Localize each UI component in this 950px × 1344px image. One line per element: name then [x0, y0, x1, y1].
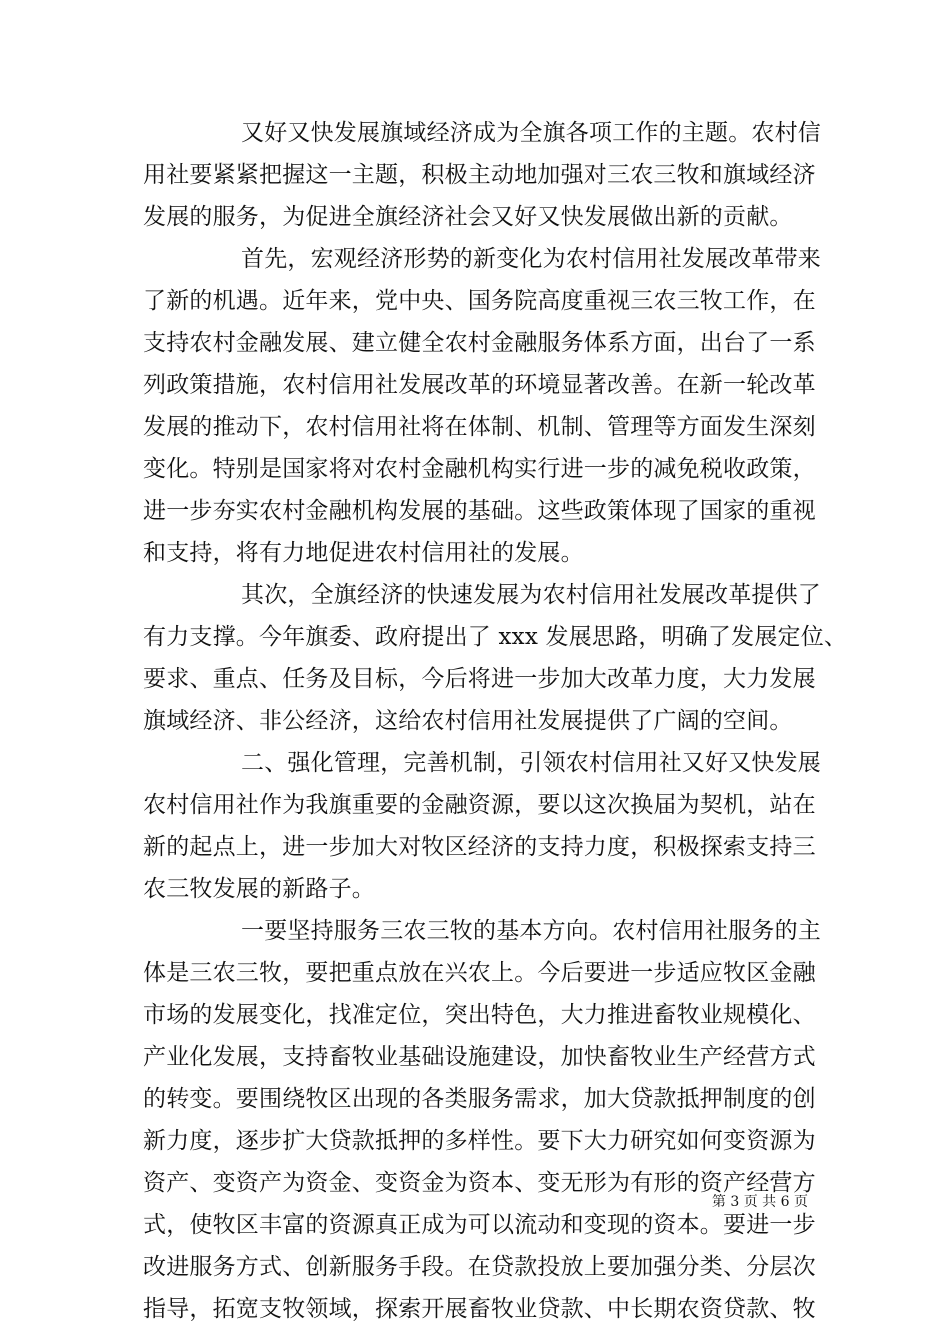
text-line: 体是三农三牧，要把重点放在兴农上。今后要进一步适应牧区金融: [143, 960, 816, 986]
text-line: 新的起点上，进一步加大对牧区经济的支持力度，积极探索支持三: [143, 834, 816, 860]
text-line: 和支持，将有力地促进农村信用社的发展。: [143, 540, 584, 566]
text-line: 农三牧发展的新路子。: [143, 876, 375, 902]
text-line: 了新的机遇。近年来，党中央、国务院高度重视三农三牧工作，在: [143, 288, 816, 314]
text-line: 有力支撑。今年旗委、政府提出了 xxx 发展思路，明确了发展定位、: [143, 624, 848, 650]
text-line: 发展的推动下，农村信用社将在体制、机制、管理等方面发生深刻: [143, 414, 816, 440]
text-line: 要求、重点、任务及目标，今后将进一步加大改革力度，大力发展: [143, 666, 816, 692]
text-line: 指导，拓宽支牧领域，探索开展畜牧业贷款、中长期农资贷款、牧: [143, 1296, 816, 1322]
text-line: 其次，全旗经济的快速发展为农村信用社发展改革提供了: [241, 582, 821, 608]
text-line: 支持农村金融发展、建立健全农村金融服务体系方面，出台了一系: [143, 330, 816, 356]
text-line: 进一步夯实农村金融机构发展的基础。这些政策体现了国家的重视: [143, 498, 816, 524]
text-line: 变化。特别是国家将对农村金融机构实行进一步的减免税收政策，: [143, 456, 816, 482]
text-line: 的转变。要围绕牧区出现的各类服务需求，加大贷款抵押制度的创: [143, 1086, 816, 1112]
text-line: 用社要紧紧把握这一主题，积极主动地加强对三农三牧和旗域经济: [143, 162, 816, 188]
text-line: 式，使牧区丰富的资源真正成为可以流动和变现的资本。要进一步: [143, 1212, 816, 1238]
text-line: 新力度，逐步扩大贷款抵押的多样性。要下大力研究如何变资源为: [143, 1128, 816, 1154]
text-line: 旗域经济、非公经济，这给农村信用社发展提供了广阔的空间。: [143, 708, 793, 734]
text-line: 改进服务方式、创新服务手段。在贷款投放上要加强分类、分层次: [143, 1254, 816, 1280]
document-body: [143, 112, 848, 1330]
text-line: 首先，宏观经济形势的新变化为农村信用社发展改革带来: [241, 246, 821, 272]
page-number: 第 3 页 共 6 页: [711, 1194, 808, 1210]
text-line: 市场的发展变化，找准定位，突出特色，大力推进畜牧业规模化、: [143, 1002, 816, 1028]
text-line: 发展的服务，为促进全旗经济社会又好又快发展做出新的贡献。: [143, 204, 793, 230]
text-line: 列政策措施，农村信用社发展改革的环境显著改善。在新一轮改革: [143, 372, 816, 398]
section-heading: 二、强化管理，完善机制，引领农村信用社又好又快发展: [241, 750, 821, 776]
text-line: 产业化发展，支持畜牧业基础设施建设，加快畜牧业生产经营方式: [143, 1044, 816, 1070]
text-line: 农村信用社作为我旗重要的金融资源，要以这次换届为契机，站在: [143, 792, 816, 818]
text-line: 资产、变资产为资金、变资金为资本、变无形为有形的资产经营方: [143, 1170, 816, 1196]
text-line: 又好又快发展旗域经济成为全旗各项工作的主题。农村信: [241, 120, 821, 146]
text-line: 一要坚持服务三农三牧的基本方向。农村信用社服务的主: [241, 918, 821, 944]
